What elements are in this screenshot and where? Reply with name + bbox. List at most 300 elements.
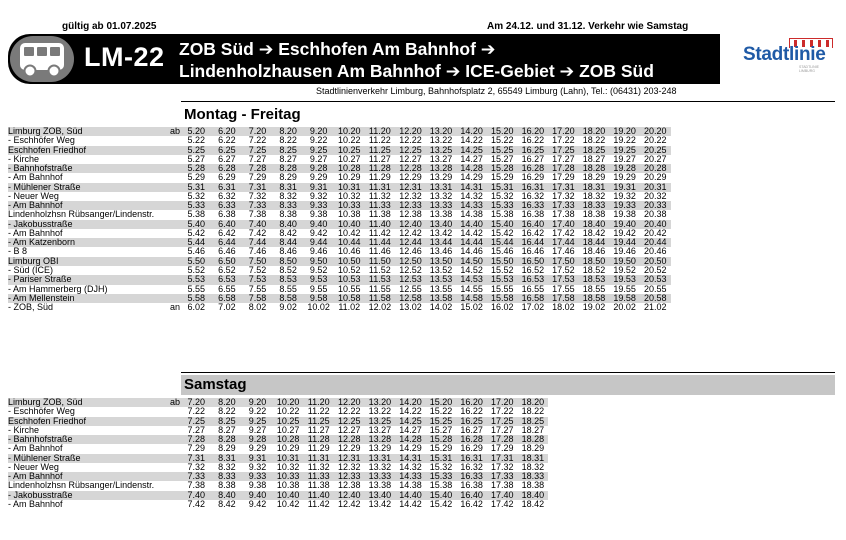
departure-time: 11.40 [365, 220, 396, 229]
departure-time: 14.40 [395, 491, 426, 500]
departure-time: 11.40 [303, 491, 334, 500]
departure-time: 17.50 [548, 257, 579, 266]
departure-time: 19.55 [613, 284, 636, 294]
departure-time: 15.22 [429, 407, 453, 417]
stop-name: - Eschhöfer Weg [8, 407, 75, 417]
departure-time: 16.46 [521, 247, 545, 257]
departure-time: 6.42 [218, 228, 236, 238]
departure-time: 12.28 [395, 164, 426, 173]
logo-subtext: STADTLINIE LIMBURG [799, 65, 819, 73]
departure-time: 5.33 [181, 201, 212, 210]
departure-time: 6.32 [218, 191, 236, 201]
departure-time: 9.20 [242, 398, 273, 407]
departure-time: 7.25 [181, 417, 212, 426]
departure-time: 11.27 [368, 154, 391, 164]
departure-time: 16.40 [518, 220, 549, 229]
departure-time: 17.38 [490, 481, 514, 491]
departure-time: 9.32 [248, 462, 267, 472]
table-row [8, 229, 671, 238]
departure-time: 15.29 [429, 444, 453, 454]
departure-time: 12.31 [395, 183, 426, 192]
departure-time: 15.20 [487, 127, 518, 136]
departure-time: 9.25 [303, 146, 334, 155]
departure-arrival-marker [162, 426, 181, 435]
departure-time: 15.55 [490, 284, 514, 294]
departure-time: 19.38 [613, 210, 636, 220]
departure-time: 12.58 [395, 294, 426, 303]
departure-time: 10.52 [338, 265, 361, 275]
stop-name: - Am Bahnhof [8, 444, 63, 454]
departure-time: 9.31 [242, 454, 273, 463]
departure-time: 10.46 [338, 247, 361, 257]
departure-time: 12.38 [338, 481, 361, 491]
departure-time: 11.02 [338, 303, 361, 313]
departure-time: 8.40 [273, 220, 304, 229]
departure-time: 6.29 [218, 173, 236, 183]
stop-name: - Kirche [8, 154, 40, 164]
departure-time: 18.40 [579, 220, 610, 229]
table-row [8, 192, 671, 201]
departure-time: 15.40 [426, 491, 457, 500]
departure-time: 10.55 [338, 284, 361, 294]
departure-time: 14.28 [395, 435, 426, 444]
departure-time: 16.38 [521, 210, 545, 220]
departure-time: 9.28 [242, 435, 273, 444]
departure-time: 10.33 [334, 201, 365, 210]
departure-time: 17.32 [490, 462, 514, 472]
departure-time: 17.28 [548, 164, 579, 173]
departure-time: 19.40 [609, 220, 640, 229]
departure-time: 7.58 [242, 294, 273, 303]
departure-time: 15.32 [490, 191, 514, 201]
departure-time: 14.33 [395, 472, 426, 481]
departure-time: 17.33 [487, 472, 518, 481]
table-row [8, 247, 671, 256]
departure-time: 11.32 [368, 191, 391, 201]
departure-time: 5.29 [187, 173, 206, 183]
departure-time: 13.42 [368, 499, 392, 509]
departure-time: 10.32 [338, 191, 361, 201]
departure-time: 17.46 [552, 247, 575, 257]
route-description-line-2: Lindenholzhausen Am Bahnhof ➔ ICE-Gebiet ➔ ZOB Süd [179, 61, 654, 81]
departure-time: 7.38 [248, 210, 267, 220]
departure-time: 15.22 [490, 136, 514, 146]
departure-time: 7.27 [248, 154, 267, 164]
departure-time: 17.22 [552, 136, 575, 146]
departure-time: 10.58 [334, 294, 365, 303]
departure-time: 11.28 [365, 164, 396, 173]
departure-time: 7.44 [242, 238, 273, 247]
departure-time: 8.28 [212, 435, 243, 444]
holiday-note: Am 24.12. und 31.12. Verkehr wie Samstag [487, 21, 689, 32]
departure-arrival-marker [162, 164, 181, 173]
departure-time: 13.40 [365, 491, 396, 500]
departure-time: 18.20 [579, 127, 610, 136]
table-row [8, 444, 548, 453]
departure-time: 18.28 [579, 164, 610, 173]
departure-time: 14.29 [460, 173, 483, 183]
departure-time: 16.22 [460, 407, 483, 417]
departure-time: 19.46 [613, 247, 636, 257]
departure-time: 10.31 [334, 183, 365, 192]
departure-arrival-marker [162, 481, 181, 490]
departure-time: 18.44 [579, 238, 610, 247]
departure-time: 19.58 [609, 294, 640, 303]
departure-time: 9.38 [248, 481, 267, 491]
departure-time: 10.20 [334, 127, 365, 136]
departure-arrival-marker [162, 183, 181, 192]
departure-time: 15.58 [487, 294, 518, 303]
departure-time: 12.33 [395, 201, 426, 210]
departure-time: 17.31 [548, 183, 579, 192]
stop-name: - Am Mellenstein [8, 294, 162, 303]
departure-time: 15.53 [487, 275, 518, 284]
departure-time: 7.52 [248, 265, 267, 275]
departure-time: 20.53 [640, 275, 671, 284]
departure-time: 9.44 [303, 238, 334, 247]
departure-time: 10.33 [273, 472, 304, 481]
departure-time: 20.33 [640, 201, 671, 210]
departure-time: 17.38 [552, 210, 575, 220]
departure-time: 16.20 [518, 127, 549, 136]
departure-time: 19.28 [609, 164, 640, 173]
departure-arrival-marker [162, 201, 181, 210]
departure-time: 10.50 [334, 257, 365, 266]
departure-time: 18.33 [579, 201, 610, 210]
departure-time: 19.44 [609, 238, 640, 247]
departure-time: 5.31 [181, 183, 212, 192]
stop-name: - Am Hammerberg (DJH) [8, 284, 108, 294]
departure-time: 13.27 [429, 154, 453, 164]
departure-time: 16.20 [456, 398, 487, 407]
departure-time: 12.53 [395, 275, 426, 284]
departure-time: 7.38 [187, 481, 206, 491]
departure-time: 21.02 [643, 303, 667, 313]
departure-arrival-marker [162, 266, 181, 275]
line-number: LM-22 [84, 42, 165, 72]
departure-time: 16.02 [490, 303, 514, 313]
departure-time: 13.29 [368, 444, 392, 454]
departure-time: 15.31 [487, 183, 518, 192]
departure-time: 13.22 [429, 136, 453, 146]
departure-time: 12.27 [399, 154, 422, 164]
departure-time: 11.33 [303, 472, 334, 481]
departure-time: 15.25 [487, 146, 518, 155]
departure-time: 20.58 [640, 294, 671, 303]
departure-time: 13.55 [429, 284, 453, 294]
departure-time: 17.02 [521, 303, 545, 313]
departure-time: 18.46 [582, 247, 606, 257]
departure-time: 5.53 [181, 275, 212, 284]
departure-time: 10.53 [334, 275, 365, 284]
departure-time: 16.33 [518, 201, 549, 210]
departure-time: 9.46 [309, 247, 328, 257]
departure-time: 14.27 [460, 154, 483, 164]
departure-time: 16.44 [518, 238, 549, 247]
departure-time: 12.33 [334, 472, 365, 481]
weekday-section-title: Montag - Freitag [184, 106, 301, 123]
departure-time: 8.52 [279, 265, 297, 275]
departure-time: 7.32 [248, 191, 267, 201]
departure-time: 12.22 [338, 407, 361, 417]
departure-time: 9.40 [242, 491, 273, 500]
departure-time: 8.32 [279, 191, 297, 201]
departure-time: 19.29 [613, 173, 636, 183]
departure-time: 15.28 [426, 435, 457, 444]
departure-time: 10.44 [334, 238, 365, 247]
table-row [8, 481, 548, 490]
departure-time: 11.58 [365, 294, 396, 303]
departure-time: 9.20 [303, 127, 334, 136]
departure-time: 10.31 [273, 454, 304, 463]
departure-time: 13.44 [426, 238, 457, 247]
departure-time: 7.29 [248, 173, 267, 183]
departure-time: 11.55 [368, 284, 391, 294]
departure-time: 9.55 [309, 284, 328, 294]
saturday-section-title: Samstag [181, 375, 835, 395]
departure-time: 20.02 [613, 303, 636, 313]
table-row [8, 183, 671, 192]
departure-time: 19.27 [613, 154, 636, 164]
departure-time: 19.53 [609, 275, 640, 284]
departure-time: 6.46 [218, 247, 236, 257]
departure-time: 13.52 [429, 265, 453, 275]
table-row [8, 266, 671, 275]
stop-name: - Mühlener Straße [8, 454, 162, 463]
table-row [8, 454, 548, 463]
departure-time: 16.31 [456, 454, 487, 463]
departure-time: 14.38 [399, 481, 422, 491]
departure-time: 8.31 [273, 183, 304, 192]
departure-time: 10.22 [338, 136, 361, 146]
departure-time: 5.44 [181, 238, 212, 247]
departure-time: 15.42 [490, 228, 514, 238]
departure-time: 15.28 [487, 164, 518, 173]
departure-time: 16.29 [460, 444, 483, 454]
departure-time: 7.46 [248, 247, 267, 257]
departure-time: 6.28 [212, 164, 243, 173]
departure-time: 10.28 [273, 435, 304, 444]
table-row [8, 435, 548, 444]
departure-time: 18.38 [521, 481, 545, 491]
departure-time: 16.22 [521, 136, 545, 146]
departure-time: 19.32 [613, 191, 636, 201]
departure-time: 13.02 [399, 303, 422, 313]
departure-time: 5.58 [181, 294, 212, 303]
departure-time: 16.40 [456, 491, 487, 500]
departure-time: 18.20 [518, 398, 549, 407]
departure-time: 13.31 [426, 183, 457, 192]
stop-name: - Am Bahnhof [8, 499, 63, 509]
departure-time: 9.50 [303, 257, 334, 266]
departure-time: 5.50 [181, 257, 212, 266]
departure-time: 6.33 [212, 201, 243, 210]
departure-time: 13.27 [368, 425, 392, 435]
departure-time: 17.32 [552, 191, 575, 201]
departure-time: 20.28 [640, 164, 671, 173]
departure-time: 9.29 [309, 173, 328, 183]
departure-time: 19.22 [613, 136, 636, 146]
table-row [8, 220, 671, 229]
departure-time: 15.52 [490, 265, 514, 275]
departure-time: 17.31 [487, 454, 518, 463]
departure-time: 5.20 [181, 127, 212, 136]
departure-time: 6.44 [212, 238, 243, 247]
departure-time: 13.46 [429, 247, 453, 257]
departure-time: 14.55 [460, 284, 483, 294]
departure-time: 19.50 [609, 257, 640, 266]
stop-name: Eschhofen Friedhof [8, 146, 162, 155]
departure-time: 12.31 [334, 454, 365, 463]
departure-time: 18.32 [582, 191, 606, 201]
departure-time: 20.44 [640, 238, 671, 247]
departure-arrival-marker [162, 275, 181, 284]
departure-time: 15.31 [426, 454, 457, 463]
departure-time: 11.20 [303, 398, 334, 407]
departure-time: 17.40 [548, 220, 579, 229]
departure-time: 14.58 [456, 294, 487, 303]
departure-time: 14.33 [456, 201, 487, 210]
departure-time: 20.42 [643, 228, 667, 238]
departure-time: 15.42 [429, 499, 453, 509]
table-row [8, 275, 671, 284]
departure-time: 11.52 [368, 265, 391, 275]
departure-time: 19.33 [609, 201, 640, 210]
departure-time: 18.22 [582, 136, 606, 146]
route-banner [8, 34, 720, 84]
departure-time: 5.32 [187, 191, 206, 201]
departure-arrival-marker [162, 146, 181, 155]
departure-time: 5.40 [181, 220, 212, 229]
departure-time: 10.38 [338, 210, 361, 220]
departure-time: 9.40 [303, 220, 334, 229]
stop-name: - Bahnhofstraße [8, 435, 162, 444]
stop-name: Limburg ZOB, Süd [8, 398, 162, 407]
departure-time: 6.38 [218, 210, 236, 220]
stop-name: - Am Bahnhof [8, 173, 63, 183]
stop-name: - Am Bahnhof [8, 228, 63, 238]
table-row [8, 127, 671, 136]
departure-time: 7.28 [181, 435, 212, 444]
table-row [8, 285, 671, 294]
departure-arrival-marker [162, 220, 181, 229]
departure-time: 7.02 [218, 303, 236, 313]
departure-time: 20.31 [640, 183, 671, 192]
departure-time: 12.22 [399, 136, 422, 146]
departure-time: 6.20 [212, 127, 243, 136]
departure-time: 12.42 [338, 499, 361, 509]
table-row [8, 294, 671, 303]
departure-time: 18.02 [552, 303, 575, 313]
departure-time: 14.31 [456, 183, 487, 192]
departure-time: 18.42 [521, 499, 545, 509]
departure-time: 8.42 [218, 499, 236, 509]
departure-time: 13.25 [365, 417, 396, 426]
departure-time: 18.40 [518, 491, 549, 500]
departure-time: 11.42 [307, 499, 330, 509]
table-row [8, 463, 548, 472]
departure-time: 17.58 [548, 294, 579, 303]
departure-time: 6.22 [218, 136, 236, 146]
departure-time: 8.33 [212, 472, 243, 481]
departure-time: 6.55 [218, 284, 236, 294]
table-row [8, 426, 548, 435]
departure-time: 8.28 [273, 164, 304, 173]
departure-arrival-marker [162, 173, 181, 182]
departure-time: 8.27 [279, 154, 297, 164]
departure-time: 8.29 [279, 173, 297, 183]
departure-time: 9.28 [303, 164, 334, 173]
departure-time: 17.44 [548, 238, 579, 247]
departure-time: 11.22 [368, 136, 391, 146]
valid-from-note: gültig ab 01.07.2025 [62, 21, 157, 32]
departure-time: 11.44 [365, 238, 396, 247]
departure-time: 11.42 [368, 228, 391, 238]
departure-time: 7.33 [181, 472, 212, 481]
departure-time: 12.32 [399, 191, 422, 201]
stop-name: Eschhofen Friedhof [8, 417, 162, 426]
departure-arrival-marker [162, 136, 181, 145]
departure-time: 12.52 [399, 265, 422, 275]
departure-time: 7.31 [242, 183, 273, 192]
departure-time: 8.55 [279, 284, 297, 294]
departure-time: 8.27 [218, 425, 236, 435]
departure-time: 14.52 [460, 265, 483, 275]
stop-name: - B 8 [8, 247, 28, 257]
departure-arrival-marker: an [169, 303, 180, 313]
departure-time: 16.28 [518, 164, 549, 173]
logo-text: Stadtlinie [743, 44, 826, 65]
departure-time: 15.46 [490, 247, 514, 257]
departure-time: 12.32 [338, 462, 361, 472]
departure-time: 11.22 [307, 407, 330, 417]
departure-time: 18.52 [582, 265, 606, 275]
departure-time: 7.32 [187, 462, 206, 472]
departure-time: 5.38 [187, 210, 206, 220]
departure-arrival-marker [162, 454, 181, 463]
departure-time: 8.25 [212, 417, 243, 426]
departure-time: 14.22 [399, 407, 422, 417]
departure-time: 10.28 [334, 164, 365, 173]
table-row [8, 398, 548, 407]
departure-time: 10.42 [338, 228, 361, 238]
departure-time: 16.27 [521, 154, 545, 164]
departure-time: 8.40 [212, 491, 243, 500]
departure-time: 13.28 [426, 164, 457, 173]
departure-time: 5.27 [187, 154, 206, 164]
departure-time: 13.50 [426, 257, 457, 266]
departure-time: 17.22 [490, 407, 514, 417]
departure-time: 9.31 [303, 183, 334, 192]
departure-time: 17.28 [487, 435, 518, 444]
departure-time: 8.44 [273, 238, 304, 247]
departure-time: 7.40 [242, 220, 273, 229]
departure-time: 20.55 [643, 284, 667, 294]
table-row [8, 500, 548, 509]
table-row [8, 136, 671, 145]
table-row [8, 407, 548, 416]
departure-time: 5.52 [187, 265, 206, 275]
weekday-timetable [8, 127, 671, 312]
departure-time: 9.38 [309, 210, 328, 220]
departure-time: 12.38 [399, 210, 422, 220]
departure-arrival-marker [162, 417, 181, 426]
departure-time: 14.46 [460, 247, 483, 257]
departure-time: 15.27 [429, 425, 453, 435]
route-description-line-1: ZOB Süd ➔ Eschhofen Am Bahnhof ➔ [179, 39, 496, 59]
departure-time: 13.25 [426, 146, 457, 155]
departure-time: 13.29 [429, 173, 453, 183]
